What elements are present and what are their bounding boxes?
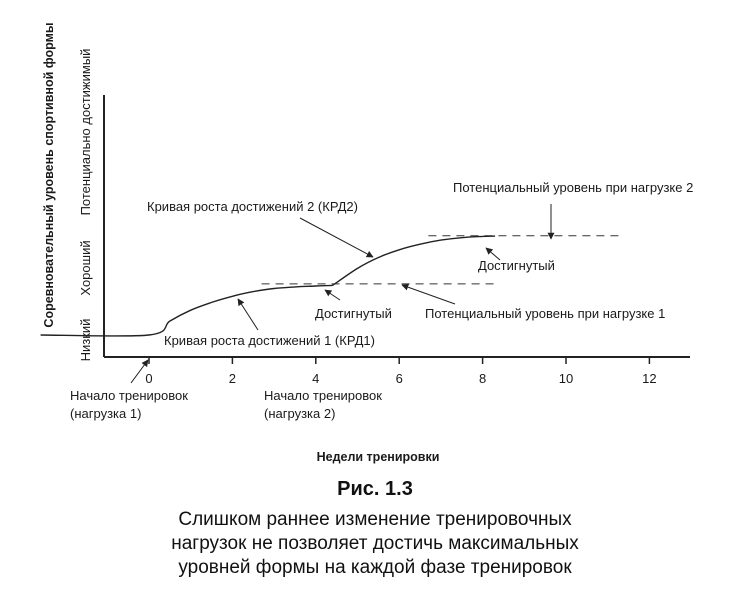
figure-caption-line-2: нагрузок не позволяет достичь максимальных	[171, 533, 579, 554]
label-krd2: Кривая роста достижений 2 (КРД2)	[147, 199, 358, 214]
label-start1-line1: Начало тренировок	[70, 388, 188, 403]
x-tick-label-8: 8	[478, 371, 487, 386]
figure-number: Рис. 1.3	[337, 478, 413, 500]
y-axis-title: Соревновательный уровень спортивной формы	[42, 22, 56, 328]
x-tick-label-6: 6	[395, 371, 403, 386]
label-reached1: Достигнутый	[315, 306, 392, 321]
y-level-potential: Потенциально достижимый	[78, 48, 93, 216]
label-krd1: Кривая роста достижений 1 (КРД1)	[164, 333, 375, 348]
x-tick-label-2: 2	[228, 371, 237, 386]
series-line-krd2	[333, 236, 496, 285]
reference-lines	[262, 236, 621, 284]
label-potential2: Потенциальный уровень при нагрузке 2	[453, 180, 694, 195]
arrow-krd1	[238, 299, 258, 330]
arrow-krd2	[300, 218, 373, 257]
label-start2-line1: Начало тренировок	[264, 388, 382, 403]
label-reached2: Достигнутый	[478, 258, 555, 273]
arrow-reached1	[325, 290, 340, 300]
series-lines	[41, 236, 496, 336]
arrow-potential1	[402, 285, 455, 304]
y-level-good: Хороший	[78, 240, 93, 296]
x-tick-label-0: 0	[145, 371, 153, 386]
label-start1-line2: (нагрузка 1)	[70, 406, 142, 421]
x-tick-label-4: 4	[312, 371, 320, 386]
x-axis-title: Недели тренировки	[316, 450, 440, 464]
label-potential1: Потенциальный уровень при нагрузке 1	[425, 306, 666, 321]
figure-caption-line-3: уровней формы на каждой фазе тренировок	[178, 557, 572, 578]
x-tick-labels	[145, 371, 656, 386]
figure-caption-line-1: Слишком раннее изменение тренировочных	[178, 509, 572, 530]
x-tick-label-12: 12	[642, 371, 657, 386]
y-level-low: Низкий	[78, 318, 93, 362]
label-start2-line2: (нагрузка 2)	[264, 406, 336, 421]
x-tick-marks	[149, 357, 649, 364]
x-tick-label-10: 10	[558, 371, 574, 386]
